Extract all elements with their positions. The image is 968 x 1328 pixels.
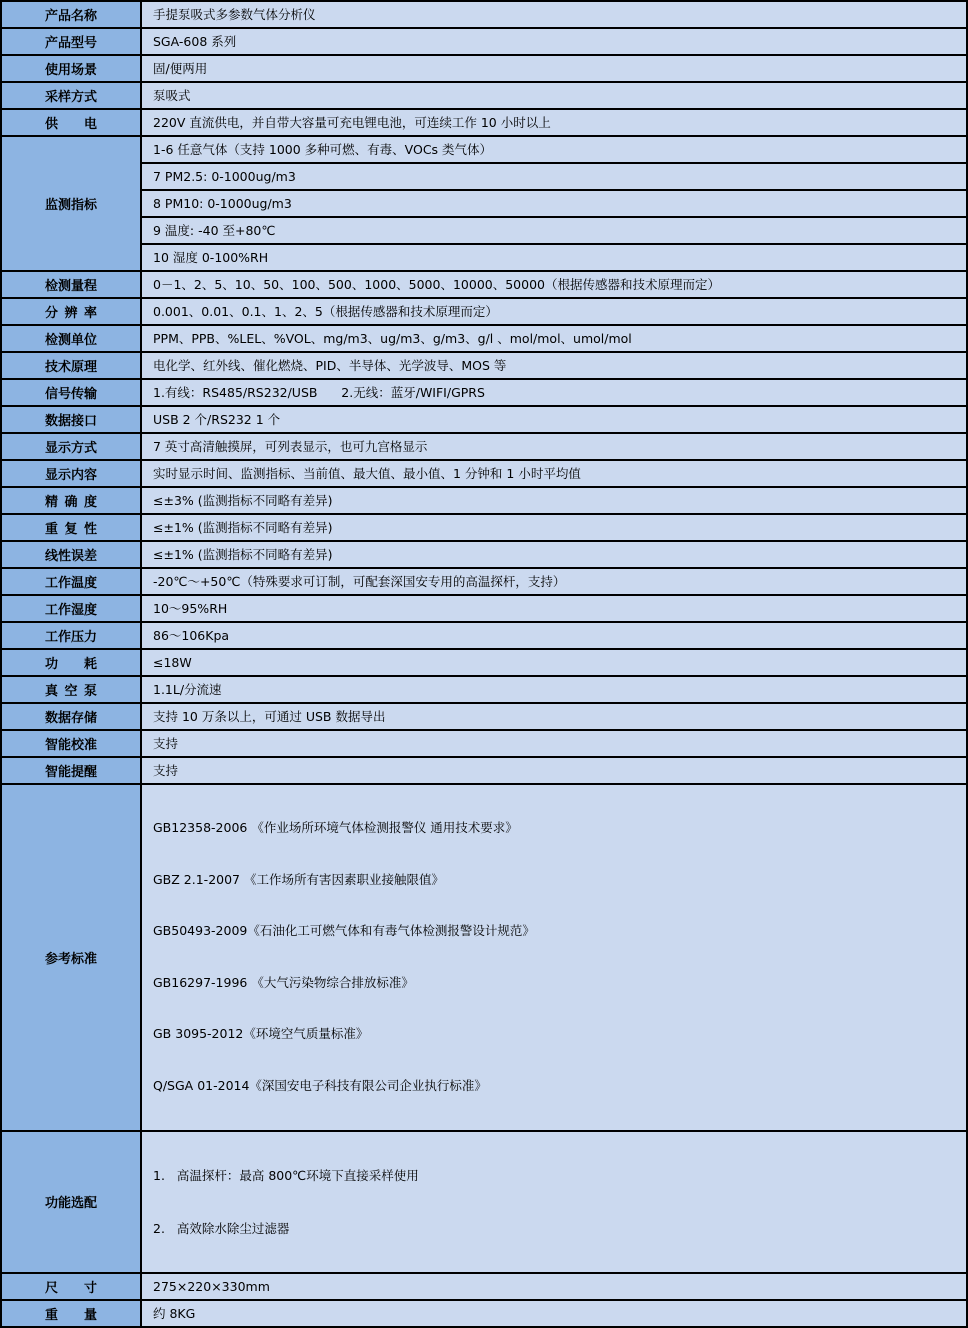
value-product-name: 手提泵吸式多参数气体分析仪 (141, 1, 967, 28)
label-text: 产品型号 (45, 36, 98, 51)
label-data-interface (1, 406, 141, 433)
label-text: 参考标准 (45, 951, 98, 967)
label-text: 智能校准 (45, 738, 98, 753)
value-data-storage: 支持 10 万条以上，可通过 USB 数据导出 (141, 703, 967, 730)
value-signal-transmission: 1.有线：RS485/RS232/USB 2.无线：蓝牙/WIFI/GPRS (141, 379, 967, 406)
label-technical-principle (1, 352, 141, 379)
value-technical-principle: 电化学、红外线、催化燃烧、PID、半导体、光学波导、MOS 等 (141, 352, 967, 379)
value-power-supply: 220V 直流供电，并自带大容量可充电锂电池，可连续工作 10 小时以上 (141, 109, 967, 136)
row-monitoring-indicators (1, 217, 967, 244)
label-weight (1, 1300, 141, 1327)
label-smart-reminder (1, 757, 141, 784)
reference-standard-line: Q/SGA 01-2014《深国安电子科技有限公司企业执行标准》 (153, 1077, 487, 1093)
label-product-model (1, 28, 141, 55)
monitoring-indicator-item: 7 PM2.5: 0-1000ug/m3 (141, 163, 967, 190)
row-vacuum-pump (1, 676, 967, 703)
reference-standard-line: GB12358-2006 《作业场所环境气体检测报警仪 通用技术要求》 (153, 820, 518, 836)
reference-standard-line: GB16297-1996 《大气污染物综合排放标准》 (153, 974, 414, 990)
label-text: 工作温度 (45, 576, 98, 591)
value-data-interface: USB 2 个/RS232 1 个 (141, 406, 967, 433)
row-resolution (1, 298, 967, 325)
value-power-consumption: ≤18W (141, 649, 967, 676)
reference-standard-line: GB 3095-2012《环境空气质量标准》 (153, 1026, 369, 1042)
label-text: 供电 (45, 117, 97, 132)
label-text: 采样方式 (45, 90, 98, 105)
label-text: 功能选配 (45, 1196, 98, 1212)
label-display-content (1, 460, 141, 487)
label-vacuum-pump (1, 676, 141, 703)
value-sampling-method: 泵吸式 (141, 82, 967, 109)
label-power-consumption (1, 649, 141, 676)
label-text: 使用场景 (45, 63, 98, 78)
row-working-humidity (1, 595, 967, 622)
label-display-mode (1, 433, 141, 460)
monitoring-indicator-item: 10 湿度 0-100%RH (141, 244, 967, 271)
label-text: 智能提醒 (45, 765, 98, 780)
row-working-temperature (1, 568, 967, 595)
label-linearity-error (1, 541, 141, 568)
row-reference-standards (1, 784, 967, 1131)
value-display-mode: 7 英寸高清触摸屏，可列表显示，也可九宫格显示 (141, 433, 967, 460)
value-optional-features (141, 1131, 967, 1274)
label-working-humidity (1, 595, 141, 622)
label-data-storage (1, 703, 141, 730)
label-text: 检测量程 (45, 279, 98, 294)
label-text: 技术原理 (45, 360, 98, 375)
row-usage-scenario (1, 55, 967, 82)
label-text: 重复性 (45, 522, 97, 537)
row-power-consumption (1, 649, 967, 676)
label-dimensions (1, 1273, 141, 1300)
label-sampling-method (1, 82, 141, 109)
label-text: 信号传输 (45, 387, 98, 402)
label-monitoring-indicators (1, 136, 141, 271)
label-text: 工作湿度 (45, 603, 98, 618)
label-text: 产品名称 (45, 9, 98, 24)
value-reference-standards (141, 784, 967, 1131)
label-text: 真空泵 (45, 684, 97, 699)
value-accuracy: ≤±3% (监测指标不同略有差异) (141, 487, 967, 514)
label-detection-range (1, 271, 141, 298)
value-smart-reminder: 支持 (141, 757, 967, 784)
monitoring-indicator-item: 1-6 任意气体（支持 1000 多种可燃、有毒、VOCs 类气体） (141, 136, 967, 163)
label-text: 尺寸 (45, 1281, 97, 1297)
label-power-supply (1, 109, 141, 136)
label-working-pressure (1, 622, 141, 649)
row-product-model (1, 28, 967, 55)
value-working-temperature: -20℃～+50℃（特殊要求可订制，可配套深国安专用的高温探杆，支持） (141, 568, 967, 595)
label-text: 精确度 (45, 495, 97, 510)
row-power-supply (1, 109, 967, 136)
monitoring-indicator-item: 9 温度: -40 至+80℃ (141, 217, 967, 244)
label-accuracy (1, 487, 141, 514)
row-product-name (1, 1, 967, 28)
optional-feature-line: 2. 高效除水除尘过滤器 (153, 1220, 290, 1236)
value-weight: 约 8KG (141, 1300, 967, 1327)
label-text: 显示内容 (45, 468, 98, 483)
value-vacuum-pump: 1.1L/分流速 (141, 676, 967, 703)
label-signal-transmission (1, 379, 141, 406)
label-smart-calibration (1, 730, 141, 757)
value-product-model: SGA-608 系列 (141, 28, 967, 55)
label-text: 监测指标 (45, 198, 98, 213)
monitoring-indicator-item: 8 PM10: 0-1000ug/m3 (141, 190, 967, 217)
label-product-name (1, 1, 141, 28)
row-data-interface (1, 406, 967, 433)
label-resolution (1, 298, 141, 325)
row-data-storage (1, 703, 967, 730)
row-display-content (1, 460, 967, 487)
row-detection-range (1, 271, 967, 298)
label-working-temperature (1, 568, 141, 595)
row-signal-transmission (1, 379, 967, 406)
row-smart-calibration (1, 730, 967, 757)
value-smart-calibration: 支持 (141, 730, 967, 757)
value-usage-scenario: 固/便两用 (141, 55, 967, 82)
row-accuracy (1, 487, 967, 514)
label-text: 数据存储 (45, 711, 98, 726)
reference-standard-line: GBZ 2.1-2007 《工作场所有害因素职业接触限值》 (153, 871, 444, 887)
row-dimensions (1, 1273, 967, 1300)
row-monitoring-indicators (1, 163, 967, 190)
label-optional-features (1, 1131, 141, 1274)
row-smart-reminder (1, 757, 967, 784)
label-text: 工作压力 (45, 630, 98, 645)
row-linearity-error (1, 541, 967, 568)
label-text: 线性误差 (45, 549, 98, 564)
label-text: 功耗 (45, 657, 97, 672)
label-repeatability (1, 514, 141, 541)
row-optional-features (1, 1131, 967, 1274)
label-text: 数据接口 (45, 414, 98, 429)
value-repeatability: ≤±1% (监测指标不同略有差异) (141, 514, 967, 541)
value-display-content: 实时显示时间、监测指标、当前值、最大值、最小值、1 分钟和 1 小时平均值 (141, 460, 967, 487)
row-monitoring-indicators (1, 136, 967, 163)
row-monitoring-indicators (1, 190, 967, 217)
value-working-pressure: 86～106Kpa (141, 622, 967, 649)
row-sampling-method (1, 82, 967, 109)
value-detection-range: 0－1、2、5、10、50、100、500、1000、5000、10000、50000（根据传感器和技术原理而定） (141, 271, 967, 298)
label-reference-standards (1, 784, 141, 1131)
optional-feature-line: 1. 高温探杆：最高 800℃环境下直接采样使用 (153, 1167, 419, 1183)
label-text: 显示方式 (45, 441, 98, 456)
value-detection-unit: PPM、PPB、%LEL、%VOL、mg/m3、ug/m3、g/m3、g/l 、mol/mol、umol/mol (141, 325, 967, 352)
label-text: 检测单位 (45, 333, 98, 348)
value-resolution: 0.001、0.01、0.1、1、2、5（根据传感器和技术原理而定） (141, 298, 967, 325)
label-detection-unit (1, 325, 141, 352)
row-weight (1, 1300, 967, 1327)
row-display-mode (1, 433, 967, 460)
value-linearity-error: ≤±1% (监测指标不同略有差异) (141, 541, 967, 568)
reference-standard-line: GB50493-2009《石油化工可燃气体和有毒气体检测报警设计规范》 (153, 923, 535, 939)
label-usage-scenario (1, 55, 141, 82)
row-working-pressure (1, 622, 967, 649)
row-repeatability (1, 514, 967, 541)
row-monitoring-indicators (1, 244, 967, 271)
row-detection-unit (1, 325, 967, 352)
row-technical-principle (1, 352, 967, 379)
label-text: 分辨率 (45, 306, 97, 321)
value-working-humidity: 10～95%RH (141, 595, 967, 622)
label-text: 重量 (45, 1308, 97, 1324)
value-dimensions: 275×220×330mm (141, 1273, 967, 1300)
